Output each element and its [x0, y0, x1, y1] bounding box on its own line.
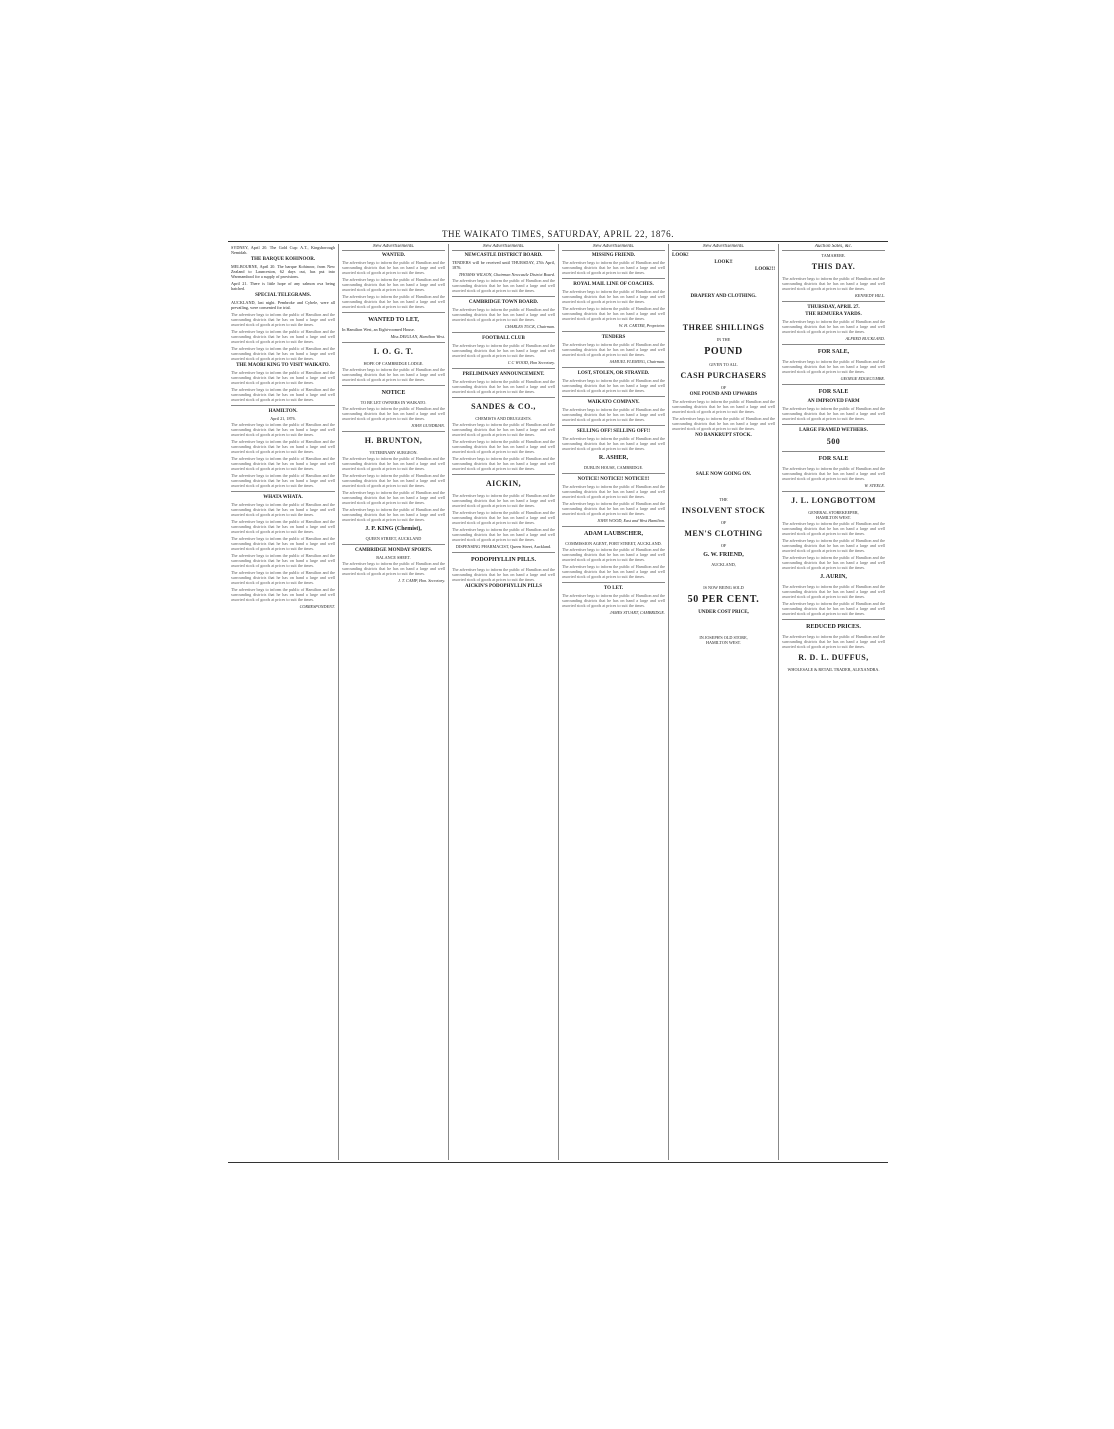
column-new-advertisements-1 — [338, 244, 448, 1160]
ad-line: POUND — [704, 346, 743, 357]
body-text: The advertiser begs to inform the public of Hamilton and the surrounding districts that he has on hand a large and well assorted stock of goods at prices to suit the times. — [342, 294, 445, 309]
ad-heading: MISSING FRIEND. — [591, 253, 636, 258]
ad-heading: THIS DAY. — [811, 262, 856, 271]
column-heading: New Advertisements. — [452, 244, 555, 251]
ad-heading: THE REMUERA YARDS. — [805, 312, 862, 317]
ad-heading: CAMBRIDGE TOWN BOARD. — [468, 300, 539, 305]
spacer — [672, 617, 775, 635]
news-heading: HAMILTON. — [268, 409, 298, 414]
ad-line: SALE NOW GOING ON. — [695, 472, 752, 477]
ad-heading: NOTICE — [381, 390, 406, 396]
news-paragraph: April 21. There is little hope of any salmon ova being hatched. — [231, 281, 335, 291]
ad-line: OF — [720, 520, 727, 525]
body-text: The advertiser begs to inform the public of Hamilton and the surrounding districts that he has on hand a large and well assorted stock of goods at prices to suit the times. — [782, 601, 885, 616]
body-text: The advertiser begs to inform the public of Hamilton and the surrounding districts that he has on hand a large and well assorted stock of goods at prices to suit the times. — [562, 501, 665, 516]
ad-heading: FOR SALE, — [817, 349, 850, 355]
spacer — [672, 301, 775, 319]
ad-heading: AICKIN'S PODOPHYLLIN PILLS — [465, 584, 542, 589]
body-text: The advertiser begs to inform the public of Hamilton and the surrounding districts that he has on hand a large and well assorted stock of goods at prices to suit the times. — [562, 564, 665, 579]
divider — [342, 312, 445, 313]
ad-line: AUCKLAND, — [711, 562, 736, 567]
ad-heading: WANTED. — [381, 253, 406, 258]
ad-line: THREE SHILLINGS — [682, 323, 765, 332]
column-news — [228, 244, 338, 1160]
divider — [782, 491, 885, 492]
ad-line: 50 PER CENT. — [687, 594, 760, 605]
divider — [782, 619, 885, 620]
ad-line: OF — [720, 385, 727, 390]
body-text: The advertiser begs to inform the public of Hamilton and the surrounding districts that he has on hand a large and well assorted stock of goods at prices to suit the times. — [231, 346, 335, 361]
column-heading: Auction Sales, &c. — [782, 244, 885, 251]
body-text: The advertiser begs to inform the public of Hamilton and the surrounding districts that he has on hand a large and well assorted stock of goods at prices to suit the times. — [231, 312, 335, 327]
ad-subheading: HOPE OF CAMBRIDGE LODGE. — [363, 361, 424, 366]
ad-line: HAMILTON WEST. — [706, 640, 741, 645]
column-new-advertisements-3 — [558, 244, 668, 1160]
signature: SAMUEL FLEMING, Chairman. — [609, 359, 665, 364]
body-text: The advertiser begs to inform the public of Hamilton and the surrounding districts that he has on hand a large and well assorted stock of goods at prices to suit the times. — [452, 493, 555, 508]
ad-heading: I. O. G. T. — [373, 347, 414, 356]
body-text: The advertiser begs to inform the public of Hamilton and the surrounding districts that he has on hand a large and well assorted stock of goods at prices to suit the times. — [672, 399, 775, 414]
signature: JAMES STUART, CAMBRIDGE. — [609, 610, 665, 615]
divider — [562, 425, 665, 426]
ad-subheading: DISPENSING PHARMACIST, Queen Street, Auckland. — [455, 544, 552, 549]
ad-heading: NOTICE! NOTICE!! NOTICE!!! — [577, 477, 650, 482]
divider — [342, 544, 445, 545]
column-new-advertisements-2 — [448, 244, 558, 1160]
signature: ALFRED BUCKLAND. — [845, 336, 885, 341]
ad-text: In Hamilton West, an Eight-roomed House. — [342, 327, 415, 332]
ad-heading: WANTED TO LET, — [368, 317, 419, 323]
ad-subheading: VETERINARY SURGEON. — [369, 450, 418, 455]
ad-heading: J. L. LONGBOTTOM — [791, 496, 876, 505]
body-text: The advertiser begs to inform the public of Hamilton and the surrounding districts that he has on hand a large and well assorted stock of goods at prices to suit the times. — [782, 584, 885, 599]
news-paragraph: MELBOURNE, April 20. The barque Kohinoor, from New Zealand to Launceston, 62 days out, has put into Warrnambool for a supply of provisions. — [231, 264, 335, 279]
spacer — [672, 567, 775, 585]
body-text: The advertiser begs to inform the public of Hamilton and the surrounding districts that he has on hand a large and well assorted stock of goods at prices to suit the times. — [231, 502, 335, 517]
ad-heading: WAIKATO COMPANY. — [587, 400, 640, 405]
ad-heading: REDUCED PRICES. — [806, 624, 861, 630]
signature: JOHN GUNDRIAN. — [411, 423, 445, 428]
signature: C C WOOD, Hon Secretary. — [507, 360, 555, 365]
divider — [782, 344, 885, 345]
news-heading: WHATA WHATA. — [263, 495, 303, 500]
divider — [562, 473, 665, 474]
news-paragraph: SYDNEY, April 20. The Gold Cup: A.T., Kingsborough Nemidah. — [231, 245, 335, 255]
ad-heading: ADAM LAUBSCHER, — [583, 531, 643, 537]
body-text: The advertiser begs to inform the public of Hamilton and the surrounding districts that he has on hand a large and well assorted stock of goods at prices to suit the times. — [562, 306, 665, 321]
body-text: The advertiser begs to inform the public of Hamilton and the surrounding districts that he has on hand a large and well assorted stock of goods at prices to suit the times. — [782, 406, 885, 421]
body-text: The advertiser begs to inform the public of Hamilton and the surrounding districts that he has on hand a large and well assorted stock of goods at prices to suit the times. — [342, 367, 445, 382]
body-text: The advertiser begs to inform the public of Hamilton and the surrounding districts that he has on hand a large and well assorted stock of goods at prices to suit the times. — [231, 370, 335, 385]
body-text: The advertiser begs to inform the public of Hamilton and the surrounding districts that he has on hand a large and well assorted stock of goods at prices to suit the times. — [782, 359, 885, 374]
ad-heading: SANDES & CO., — [471, 402, 536, 411]
divider — [231, 491, 335, 492]
signature: Miss DEIGLAN, Hamilton West. — [390, 334, 445, 339]
signature: GEORGE EDGECUMBE. — [840, 376, 885, 381]
ad-heading: CAMBRIDGE MONDAY SPORTS. — [354, 548, 433, 553]
column-drapery-advert — [668, 244, 778, 1160]
spacer — [672, 274, 775, 292]
ad-line: CASH PURCHASERS — [680, 371, 767, 380]
ad-heading: FOR SALE — [818, 389, 849, 395]
ad-heading: J. P. KING (Chemist), — [365, 526, 422, 532]
divider — [452, 552, 555, 553]
body-text: The advertiser begs to inform the public of Hamilton and the surrounding districts that he has on hand a large and well assorted stock of goods at prices to suit the times. — [231, 553, 335, 568]
divider — [452, 397, 555, 398]
ad-heading: TENDERS — [601, 335, 626, 340]
ad-line: GIVEN TO ALL — [709, 362, 738, 367]
signature: JOHN WOOD, East and West Hamilton. — [597, 518, 665, 523]
body-text: The advertiser begs to inform the public of Hamilton and the surrounding districts that he has on hand a large and well assorted stock of goods at prices to suit the times. — [452, 439, 555, 454]
ad-subheading: QUEEN STREET, AUCKLAND — [365, 536, 422, 541]
body-text: The advertiser begs to inform the public of Hamilton and the surrounding districts that he has on hand a large and well assorted stock of goods at prices to suit the times. — [231, 387, 335, 402]
ad-heading: LARGE FRAMED WETHERS. — [799, 428, 868, 433]
body-text: The advertiser begs to inform the public of Hamilton and the surrounding districts that he has on hand a large and well assorted stock of goods at prices to suit the times. — [782, 634, 885, 649]
ad-line: THE — [719, 497, 728, 502]
body-text: The advertiser begs to inform the public of Hamilton and the surrounding districts that he has on hand a large and well assorted stock of goods at prices to suit the times. — [782, 276, 885, 291]
divider — [562, 367, 665, 368]
ad-subheading: CHEMISTS AND DRUGGISTS. — [475, 416, 532, 421]
ad-heading: R. ASHER, — [598, 455, 629, 461]
signature: CORRESPONDENT. — [299, 604, 335, 609]
body-text: The advertiser begs to inform the public of Hamilton and the surrounding districts that he has on hand a large and well assorted stock of goods at prices to suit the times. — [672, 416, 775, 431]
ad-subheading: GENERAL STOREKEEPER, — [808, 510, 859, 515]
divider — [562, 582, 665, 583]
divider — [782, 451, 885, 452]
ad-line: IN JOSEPH'S OLD STORE, — [699, 635, 748, 640]
ad-subheading: HAMILTON WEST. — [816, 515, 851, 520]
ad-subheading: BALANCE SHEET. — [376, 555, 411, 560]
body-text: The advertiser begs to inform the public of Hamilton and the surrounding districts that he has on hand a large and well assorted stock of goods at prices to suit the times. — [452, 343, 555, 358]
signature: W. H. CARTER, Proprietor. — [618, 323, 665, 328]
ad-heading: PODOPHYLLIN PILLS. — [470, 557, 536, 563]
body-text: The advertiser begs to inform the public of Hamilton and the surrounding districts that he has on hand a large and well assorted stock of goods at prices to suit the times. — [562, 593, 665, 608]
divider — [452, 332, 555, 333]
column-heading: New Advertisements. — [562, 244, 665, 251]
body-text: The advertiser begs to inform the public of Hamilton and the surrounding districts that he has on hand a large and well assorted stock of goods at prices to suit the times. — [342, 473, 445, 488]
columns — [228, 244, 888, 1160]
ad-heading: R. D. L. DUFFUS, — [798, 653, 869, 662]
signature: CHARLES TUCK, Chairman. — [504, 324, 555, 329]
ad-heading: THURSDAY, APRIL 27. — [807, 305, 860, 310]
body-text: The advertiser begs to inform the public of Hamilton and the surrounding districts that he has on hand a large and well assorted stock of goods at prices to suit the times. — [562, 436, 665, 451]
ad-line: NO BANKRUPT STOCK. — [695, 433, 752, 438]
ad-subheading: DUBLIN HOUSE, CAMBRIDGE. — [583, 465, 644, 470]
look-line: LOOK!! — [714, 260, 733, 265]
ad-line: IN THE — [716, 337, 731, 342]
body-text: The advertiser begs to inform the public of Hamilton and the surrounding districts that he has on hand a large and well assorted stock of goods at prices to suit the times. — [452, 510, 555, 525]
body-text: The advertiser begs to inform the public of Hamilton and the surrounding districts that he has on hand a large and well assorted stock of goods at prices to suit the times. — [342, 456, 445, 471]
column-heading: New Advertisements. — [342, 244, 445, 251]
ad-heading: NEWCASTLE DISTRICT BOARD. — [464, 253, 543, 258]
body-text: The advertiser begs to inform the public of Hamilton and the surrounding districts that he has on hand a large and well assorted stock of goods at prices to suit the times. — [562, 342, 665, 357]
column-heading: New Advertisements. — [672, 244, 775, 251]
body-text: The advertiser begs to inform the public of Hamilton and the surrounding districts that he has on hand a large and well assorted stock of goods at prices to suit the times. — [452, 379, 555, 394]
ad-line: G. W. FRIEND, — [703, 552, 744, 558]
signature: KENNEDY HILL. — [854, 293, 885, 298]
news-paragraph: AUCKLAND, last night. Pembroke and Cybele, were all prevailing, were consented for trial. — [231, 300, 335, 310]
ad-text: TENDERS will be received until THURSDAY, 27th April, 1876. — [452, 260, 555, 270]
body-text: The advertiser begs to inform the public of Hamilton and the surrounding districts that he has on hand a large and well assorted stock of goods at prices to suit the times. — [452, 456, 555, 471]
body-text: The advertiser begs to inform the public of Hamilton and the surrounding districts that he has on hand a large and well assorted stock of goods at prices to suit the times. — [782, 521, 885, 536]
body-text: The advertiser begs to inform the public of Hamilton and the surrounding districts that he has on hand a large and well assorted stock of goods at prices to suit the times. — [452, 567, 555, 582]
body-text: The advertiser begs to inform the public of Hamilton and the surrounding districts that he has on hand a large and well assorted stock of goods at prices to suit the times. — [452, 278, 555, 293]
body-text: The advertiser begs to inform the public of Hamilton and the surrounding districts that he has on hand a large and well assorted stock of goods at prices to suit the times. — [562, 260, 665, 275]
body-text: The advertiser begs to inform the public of Hamilton and the surrounding districts that he has on hand a large and well assorted stock of goods at prices to suit the times. — [342, 277, 445, 292]
ad-heading: PRELIMINARY ANNOUNCEMENT. — [462, 372, 545, 377]
ad-heading: AICKIN, — [485, 479, 522, 488]
body-text: The advertiser begs to inform the public of Hamilton and the surrounding districts that he has on hand a large and well assorted stock of goods at prices to suit the times. — [782, 538, 885, 553]
divider — [342, 431, 445, 432]
body-text: The advertiser begs to inform the public of Hamilton and the surrounding districts that he has on hand a large and well assorted stock of goods at prices to suit the times. — [342, 406, 445, 421]
ad-heading: ROYAL MAIL LINE OF COACHES. — [573, 282, 654, 287]
body-text: The advertiser begs to inform the public of Hamilton and the surrounding districts that he has on hand a large and well assorted stock of goods at prices to suit the times. — [562, 378, 665, 393]
bottom-rule — [228, 1162, 888, 1163]
divider — [782, 384, 885, 385]
ad-heading: SELLING OFF! SELLING OFF!! — [576, 429, 651, 434]
body-text: The advertiser begs to inform the public of Hamilton and the surrounding districts that he has on hand a large and well assorted stock of goods at prices to suit the times. — [782, 555, 885, 570]
ad-subheading: AN IMPROVED FARM — [807, 399, 860, 404]
divider — [782, 301, 885, 302]
ad-heading: J. AURIN, — [820, 574, 847, 580]
ad-line: INSOLVENT STOCK — [681, 506, 766, 515]
ad-line: ONE POUND AND UPWARDS — [689, 392, 758, 397]
body-text: The advertiser begs to inform the public of Hamilton and the surrounding districts that he has on hand a large and well assorted stock of goods at prices to suit the times. — [231, 473, 335, 488]
body-text: The advertiser begs to inform the public of Hamilton and the surrounding districts that he has on hand a large and well assorted stock of goods at prices to suit the times. — [562, 547, 665, 562]
body-text: The advertiser begs to inform the public of Hamilton and the surrounding districts that he has on hand a large and well assorted stock of goods at prices to suit the times. — [782, 466, 885, 481]
body-text: The advertiser begs to inform the public of Hamilton and the surrounding districts that he has on hand a large and well assorted stock of goods at prices to suit the times. — [231, 439, 335, 454]
look-line: LOOK!!! — [755, 267, 775, 272]
body-text: The advertiser begs to inform the public of Hamilton and the surrounding districts that he has on hand a large and well assorted stock of goods at prices to suit the times. — [231, 422, 335, 437]
divider — [452, 368, 555, 369]
body-text: The advertiser begs to inform the public of Hamilton and the surrounding districts that he has on hand a large and well assorted stock of goods at prices to suit the times. — [452, 307, 555, 322]
signature: J. T. CAMP, Hon. Secretary. — [397, 578, 445, 583]
column-auction-sales — [778, 244, 888, 1160]
body-text: The advertiser begs to inform the public of Hamilton and the surrounding districts that he has on hand a large and well assorted stock of goods at prices to suit the times. — [231, 329, 335, 344]
signature: THOMAS WILSON, Chairman Newcastle District Board. — [458, 272, 555, 277]
news-heading: THE MAORI KING TO VISIT WAIKATO. — [236, 363, 330, 368]
body-text: The advertiser begs to inform the public of Hamilton and the surrounding districts that he has on hand a large and well assorted stock of goods at prices to suit the times. — [342, 507, 445, 522]
ad-heading: 500 — [826, 437, 841, 446]
ad-line: UNDER COST PRICE, — [698, 610, 749, 615]
divider — [342, 342, 445, 343]
signature: W. STEELE. — [864, 483, 885, 488]
ad-heading: LOST, STOLEN, OR STRAYED. — [577, 371, 650, 376]
body-text: The advertiser begs to inform the public of Hamilton and the surrounding districts that he has on hand a large and well assorted stock of goods at prices to suit the times. — [452, 422, 555, 437]
ad-subheading: COMMISSION AGENT, FORT STREET, AUCKLAND. — [565, 541, 662, 546]
ad-line: OF — [720, 543, 727, 548]
body-text: The advertiser begs to inform the public of Hamilton and the surrounding districts that he has on hand a large and well assorted stock of goods at prices to suit the times. — [231, 456, 335, 471]
news-heading: SPECIAL TELEGRAMS. — [255, 293, 311, 298]
divider — [342, 385, 445, 386]
body-text: The advertiser begs to inform the public of Hamilton and the surrounding districts that he has on hand a large and well assorted stock of goods at prices to suit the times. — [782, 319, 885, 334]
body-text: The advertiser begs to inform the public of Hamilton and the surrounding districts that he has on hand a large and well assorted stock of goods at prices to suit the times. — [231, 587, 335, 602]
divider — [231, 405, 335, 406]
spacer — [672, 479, 775, 497]
ad-line: IS NOW BEING SOLD — [703, 585, 744, 590]
news-date: April 21, 1876. — [270, 416, 296, 421]
divider — [452, 474, 555, 475]
body-text: The advertiser begs to inform the public of Hamilton and the surrounding districts that he has on hand a large and well assorted stock of goods at prices to suit the times. — [562, 484, 665, 499]
body-text: The advertiser begs to inform the public of Hamilton and the surrounding districts that he has on hand a large and well assorted stock of goods at prices to suit the times. — [452, 527, 555, 542]
spacer — [672, 440, 775, 470]
divider — [562, 396, 665, 397]
body-text: The advertiser begs to inform the public of Hamilton and the surrounding districts that he has on hand a large and well assorted stock of goods at prices to suit the times. — [342, 490, 445, 505]
look-line: LOOK! — [672, 253, 689, 258]
ad-line: MEN'S CLOTHING — [684, 529, 763, 538]
divider — [452, 296, 555, 297]
ad-subheading: TO BE LET OWNERS IN WAIKATO. — [360, 400, 427, 405]
body-text: The advertiser begs to inform the public of Hamilton and the surrounding districts that he has on hand a large and well assorted stock of goods at prices to suit the times. — [231, 570, 335, 585]
ad-heading: FOOTBALL CLUB — [482, 336, 525, 341]
masthead: THE WAIKATO TIMES, SATURDAY, APRIL 22, 1876. — [441, 229, 675, 239]
ad-line: DRAPERY AND CLOTHING. — [690, 294, 757, 299]
ad-heading: TO LET. — [603, 586, 624, 591]
divider — [562, 526, 665, 527]
body-text: The advertiser begs to inform the public of Hamilton and the surrounding districts that he has on hand a large and well assorted stock of goods at prices to suit the times. — [562, 289, 665, 304]
masthead-rule — [228, 241, 888, 242]
divider — [562, 278, 665, 279]
news-heading: THE BARQUE KOHINOOR. — [250, 257, 316, 262]
ad-subheading: TAMAHERE. — [821, 253, 846, 258]
divider — [562, 331, 665, 332]
body-text: The advertiser begs to inform the public of Hamilton and the surrounding districts that he has on hand a large and well assorted stock of goods at prices to suit the times. — [342, 260, 445, 275]
ad-heading: H. BRUNTON, — [364, 436, 423, 445]
ad-heading: FOR SALE — [818, 456, 849, 462]
body-text: The advertiser begs to inform the public of Hamilton and the surrounding districts that he has on hand a large and well assorted stock of goods at prices to suit the times. — [231, 536, 335, 551]
body-text: The advertiser begs to inform the public of Hamilton and the surrounding districts that he has on hand a large and well assorted stock of goods at prices to suit the times. — [231, 519, 335, 534]
ad-subheading: WHOLESALE & RETAIL TRADER, ALEXANDRA. — [787, 667, 880, 672]
body-text: The advertiser begs to inform the public of Hamilton and the surrounding districts that he has on hand a large and well assorted stock of goods at prices to suit the times. — [562, 407, 665, 422]
divider — [782, 424, 885, 425]
body-text: The advertiser begs to inform the public of Hamilton and the surrounding districts that he has on hand a large and well assorted stock of goods at prices to suit the times. — [342, 561, 445, 576]
